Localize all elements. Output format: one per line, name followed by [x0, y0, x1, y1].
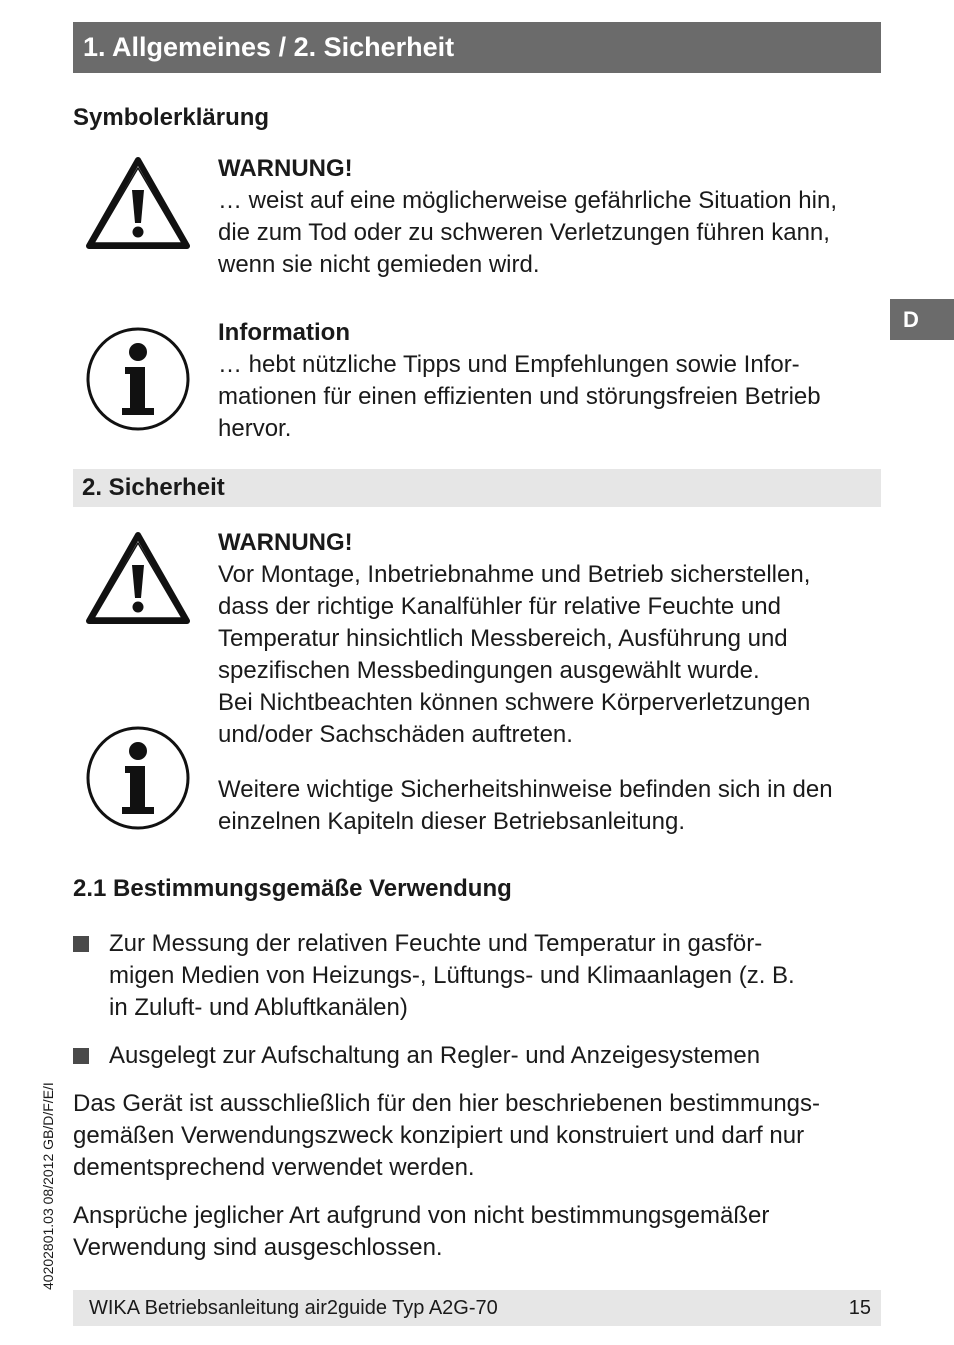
section-heading-label: 2. Sicherheit: [82, 474, 225, 501]
warning-title: WARNUNG!: [218, 155, 353, 182]
warning-text-line: … weist auf eine möglicherweise gefährliche Situation hin,: [218, 187, 837, 214]
information-title: Information: [218, 319, 350, 346]
safety-warning-text-line: spezifischen Messbedingungen ausgewählt wurde.: [218, 657, 760, 684]
safety-warning-text-line: Vor Montage, Inbetriebnahme und Betrieb sicherstellen,: [218, 561, 811, 588]
safety-warning-text-line: Temperatur hinsichtlich Messbereich, Ausführung und: [218, 625, 788, 652]
claims-paragraph: [73, 1200, 873, 1264]
safety-warning-block: [218, 527, 883, 751]
safety-warning-text-line: dass der richtige Kanalfühler für relative Feuchte und: [218, 593, 781, 620]
page-number: 15: [848, 1297, 871, 1319]
paragraph-line: Ansprüche jeglicher Art aufgrund von nicht bestimmungsgemäßer: [73, 1202, 770, 1229]
safety-warning-text-line: und/oder Sachschäden auftreten.: [218, 721, 573, 748]
warning-text-line: wenn sie nicht gemieden wird.: [218, 251, 540, 278]
paragraph-line: Verwendung sind ausgeschlossen.: [73, 1234, 443, 1261]
footer-document-title: WIKA Betriebsanleitung air2guide Typ A2G-70: [89, 1297, 498, 1319]
list-item-line: in Zuluft- und Abluftkanälen): [109, 994, 408, 1021]
paragraph-line: Das Gerät ist ausschließlich für den hier beschriebenen bestimmungs-: [73, 1090, 821, 1117]
safety-info-text-line: Weitere wichtige Sicherheitshinweise befinden sich in den: [218, 776, 833, 803]
information-text-line: hervor.: [218, 415, 292, 442]
document-code: 40202801.03 08/2012 GB/D/F/E/I: [40, 1082, 56, 1290]
intended-use-paragraph: [73, 1088, 873, 1184]
symbol-explanation-heading: Symbolerklärung: [73, 104, 270, 131]
intended-use-heading: 2.1 Bestimmungsgemäße Verwendung: [73, 875, 512, 902]
list-item-line: Zur Messung der relativen Feuchte und Temperatur in gasför-: [109, 930, 763, 957]
info-icon: [84, 724, 192, 832]
safety-warning-title: WARNUNG!: [218, 529, 353, 556]
warning-text-line: die zum Tod oder zu schweren Verletzungen führen kann,: [218, 219, 830, 246]
info-icon: [84, 325, 192, 433]
page-footer: [73, 1290, 881, 1326]
list-item-line: Ausgelegt zur Aufschaltung an Regler- und Anzeigesystemen: [109, 1042, 761, 1069]
information-text-line: … hebt nützliche Tipps und Empfehlungen sowie Infor-: [218, 351, 800, 378]
list-item: [73, 1040, 873, 1072]
section-heading-safety: [73, 469, 881, 507]
paragraph-line: gemäßen Verwendungszweck konzipiert und konstruiert und darf nur: [73, 1122, 805, 1149]
list-item: [73, 928, 873, 1024]
safety-warning-text-line: Bei Nichtbeachten können schwere Körperverletzungen: [218, 689, 811, 716]
information-text-line: mationen für einen effizienten und störungsfreien Betrieb: [218, 383, 821, 410]
safety-info-block: [218, 774, 883, 838]
bullet-square-icon: [73, 936, 89, 952]
page-header: [73, 22, 881, 73]
bullet-square-icon: [73, 1048, 89, 1064]
language-tab: [890, 299, 954, 340]
page-title: 1. Allgemeines / 2. Sicherheit: [83, 32, 455, 62]
list-item-line: migen Medien von Heizungs-, Lüftungs- und Klimaanlagen (z. B.: [109, 962, 795, 989]
information-block: [218, 317, 883, 445]
paragraph-line: dementsprechend verwendet werden.: [73, 1154, 475, 1181]
language-tab-label: D: [903, 307, 919, 332]
safety-info-text-line: einzelnen Kapiteln dieser Betriebsanleitung.: [218, 808, 685, 835]
warning-icon: [84, 530, 192, 628]
warning-block: [218, 153, 883, 281]
warning-icon: [84, 155, 192, 253]
